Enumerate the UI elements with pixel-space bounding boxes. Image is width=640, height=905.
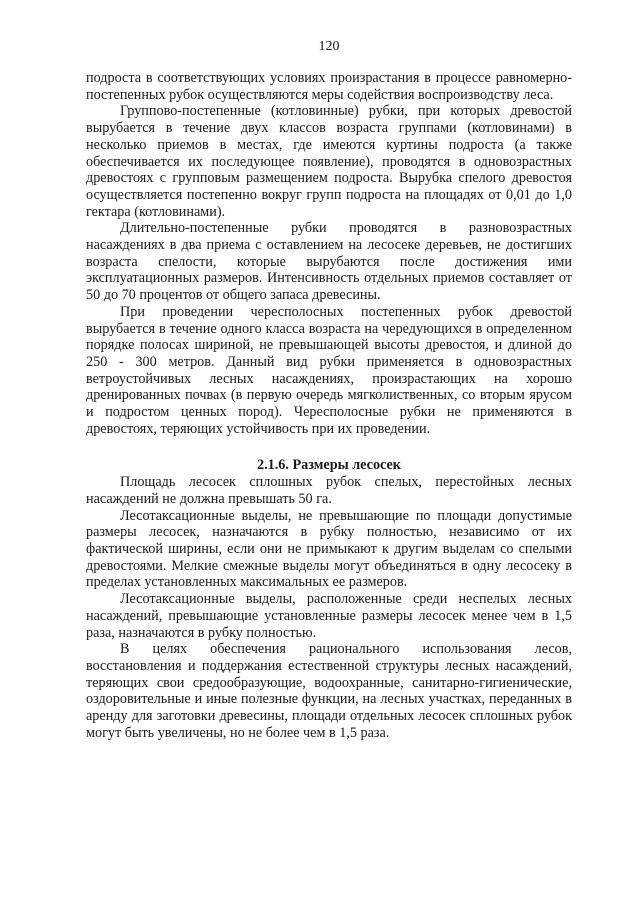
page-number: 120 <box>318 39 340 54</box>
paragraph-group-felling: Группово-постепенные (котловинные) рубки, при которых древостой вырубается в течение двух классов возраста группами (котловинами) в несколько приемов в местах, где имеются куртины подроста (а также обеспечивается их последующее появление), проводятся в одновозрастных древостоях с групповым размещением подроста. Вырубка спелого древостоя осуществляется постепенно вокруг групп подроста на площадях от 0,01 до 1,0 гектара (котловинами). <box>86 103 572 220</box>
section-title: 2.1.6. Размеры лесосек <box>257 457 401 474</box>
paragraph-continuation: подроста в соответствующих условиях произрастания в процессе равномерно-постепенных рубок осуществляются меры содействия воспроизводству леса. <box>86 70 572 103</box>
paragraph-clearcut-area-limit: Площадь лесосек сплошных рубок спелых, перестойных лесных насаждений не должна превышать 50 га. <box>86 474 572 507</box>
paragraph-units-among-immature: Лесотаксационные выделы, расположенные среди неспелых лесных насаждений, превышающие установленные размеры лесосек менее чем в 1,5 раза, назначаются в рубку полностью. <box>86 591 572 641</box>
paragraph-strip-felling: При проведении чересполосных постепенных рубок древостой вырубается в течение одного класса возраста на чередующихся в определенном порядке полосах шириной, не превышающей высоты древостоя, и длиной до 250 - 300 метров. Данный вид рубки применяется в одновозрастных ветроустойчивых лесных насаждениях, произрастающих на хорошо дренированных почвах (в первую очередь мягколиственных, со вторым ярусом и подростом ценных пород). Чересполосные рубки не применяются в древостоях, теряющих устойчивость при их проведении. <box>86 303 572 437</box>
paragraph-long-gradual-felling: Длительно-постепенные рубки проводятся в разновозрастных насаждениях в два приема с оставлением на лесосеке деревьев, не достигших возраста спелости, которые вырубаются после достижения ими эксплуатационных размеров. Интенсивность отдельных приемов составляет от 50 до 70 процентов от общего запаса древесины. <box>86 220 572 304</box>
paragraph-taxation-units: Лесотаксационные выделы, не превышающие по площади допустимые размеры лесосек, назначаются в рубку полностью, независимо от их фактической ширины, если они не примыкают к другим выделам со спелыми древостоями. Мелкие смежные выделы могут объединяться в одну лесосеку в пределах установленных максимальных ее размеров. <box>86 507 572 591</box>
paragraph-area-increase: В целях обеспечения рационального использования лесов, восстановления и поддержания естественной структуры лесных насаждений, теряющих свои средообразующие, водоохранные, санитарно-гигиенические, оздоровительные и иные полезные функции, на лесных участках, переданных в аренду для заготовки древесины, площади отдельных лесосек сплошных рубок могут быть увеличены, но не более чем в 1,5 раза. <box>86 641 572 741</box>
page-body <box>86 70 572 741</box>
